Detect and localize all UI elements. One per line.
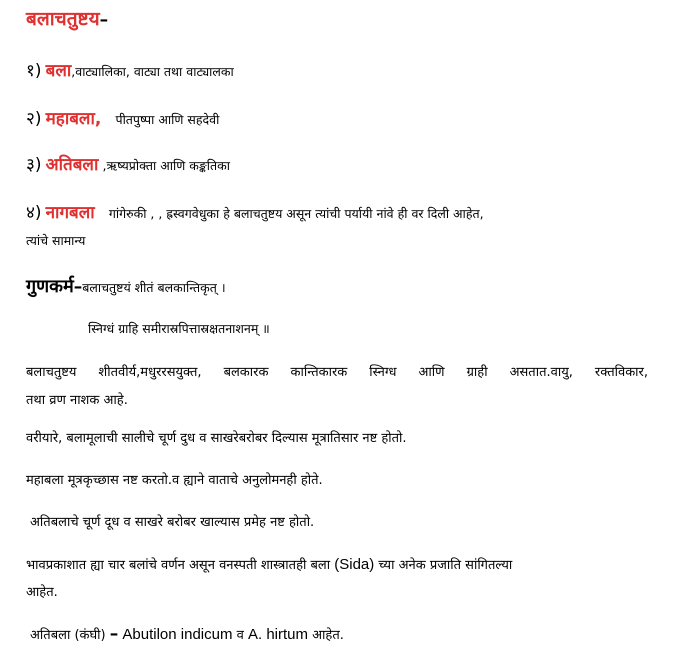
paragraph-3-text: महाबला मूत्रकृच्छास नष्ट करतो.व ह्याने वाताचे अनुलोमनही होते. xyxy=(26,473,323,488)
item-description: गांगेरुकी , , ह्रस्वगवेधुका हे बलाचतुष्टय असून त्यांची पर्यायी नांवे ही वर दिली आहेत, xyxy=(108,206,484,221)
list-item xyxy=(26,156,230,176)
item-name: अतिबला xyxy=(45,155,99,175)
list-item xyxy=(26,204,484,224)
paragraph-4 xyxy=(30,512,314,533)
paragraph-5 xyxy=(26,554,512,576)
paragraph-5-line-2: आहेत. xyxy=(26,585,58,600)
item-description: पीतपुष्पा आणि सहदेवी xyxy=(115,112,220,127)
paragraph-5-cont xyxy=(26,582,58,603)
paragraph-1-line-1: बलाचतुष्टय शीतवीर्य,मधुररसयुक्त, बलकारक कान्तिकारक स्निग्ध आणि ग्राही असतात.वायु, रक्तविकार, xyxy=(26,365,648,380)
item-name: नागबला xyxy=(45,203,95,223)
paragraph-5-text-b: च्या अनेक प्रजाति सांगितल्या xyxy=(378,558,513,573)
gunakarma-dash: – xyxy=(73,277,83,297)
item-description: ,वाट्यालिका, वाट्या तथा वाट्यालका xyxy=(71,64,234,79)
botanical-conjunction: व xyxy=(236,628,244,643)
item-description-continued xyxy=(26,232,85,251)
paragraph-5-text-a: भावप्रकाशात ह्या चार बलांचे वर्णन असून वनस्पती शास्त्रातही बला xyxy=(26,558,331,573)
gunakarma-heading: गुणकर्म xyxy=(26,276,74,297)
botanical-name-1: Abutilon indicum xyxy=(122,626,233,643)
paragraph-5-english: (Sida) xyxy=(334,556,375,573)
item-number: ४) xyxy=(26,203,42,223)
shloka-line xyxy=(88,320,270,339)
item-name: महाबला, xyxy=(45,109,102,129)
botanical-dash: – xyxy=(109,624,119,644)
botanical-suffix: आहेत. xyxy=(312,628,344,643)
heading-dash: – xyxy=(99,10,109,30)
item-number: १) xyxy=(26,61,42,81)
item-number: ३) xyxy=(26,155,42,175)
paragraph-2-text: वरीयारे, बलामूलाची सालीचे चूर्ण दुध व साखरेबरोबर दिल्यास मूत्रातिसार नष्ट होतो. xyxy=(26,431,407,446)
botanical-prefix: अतिबला (कंघी) xyxy=(30,628,106,643)
item-number: २) xyxy=(26,109,42,129)
item-description: ,ऋष्यप्रोक्ता आणि कङ्कतिका xyxy=(102,158,230,173)
paragraph-2 xyxy=(26,428,407,449)
item-description-cont: त्यांचे सामान्य xyxy=(26,233,86,248)
botanical-names-line xyxy=(30,624,344,646)
heading-title: बलाचतुष्टय xyxy=(26,8,100,30)
item-name: बला xyxy=(45,61,72,81)
paragraph-1-cont xyxy=(26,390,128,411)
section-heading xyxy=(26,10,108,31)
list-item xyxy=(26,62,234,82)
paragraph-1 xyxy=(26,362,648,383)
botanical-name-2: A. hirtum xyxy=(247,626,308,643)
gunakarma-heading-line xyxy=(26,278,226,298)
gunakarma-text: बलाचतुष्टयं शीतं बलकान्तिकृत् । xyxy=(82,280,226,295)
shloka-text: स्निग्धं ग्राहि समीरास्रपित्तास्रक्षतनाशनम् ॥ xyxy=(88,321,270,336)
paragraph-4-text: अतिबलाचे चूर्ण दूध व साखरे बरोबर खाल्यास प्रमेह नष्ट होतो. xyxy=(30,515,315,530)
list-item xyxy=(26,110,219,130)
paragraph-1-line-2: तथा व्रण नाशक आहे. xyxy=(26,393,128,408)
paragraph-3 xyxy=(26,470,323,491)
